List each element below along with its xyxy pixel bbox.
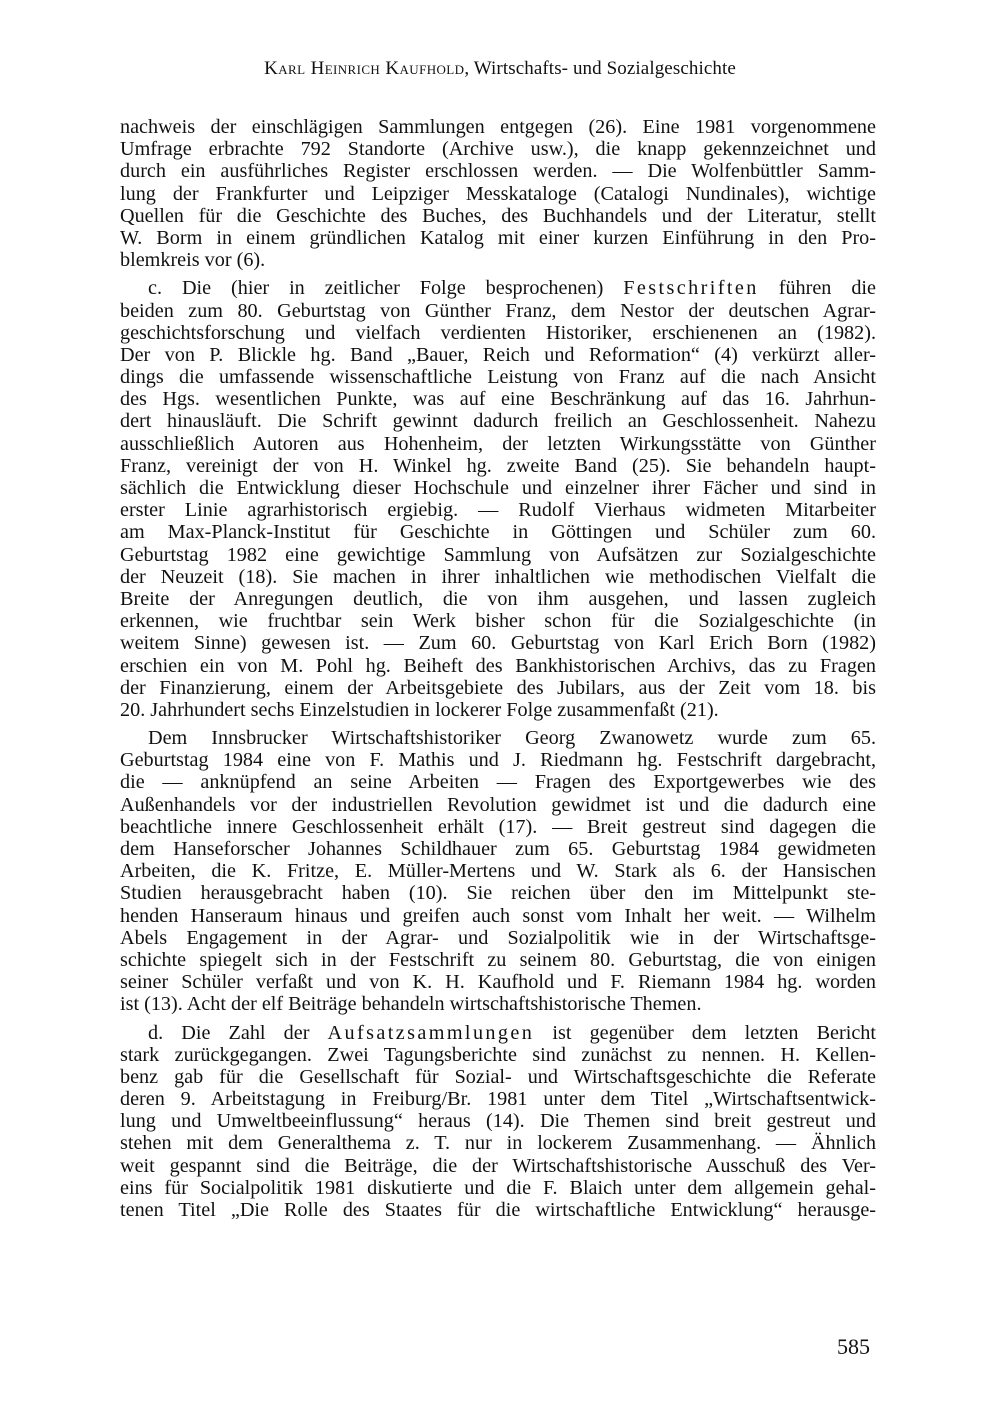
text-line: W. Borm in einem gründlichen Katalog mit einer kurzen Einführung in den Pro-: [120, 226, 876, 249]
paragraph-aufsatzsammlungen: [120, 1022, 876, 1222]
text-line: des Hgs. wesentlichen Punkte, was auf eine Beschränkung auf das 16. Jahrhun-: [120, 388, 876, 411]
paragraph-festschriften: [120, 277, 876, 721]
text-line: dert hinausläuft. Die Schrift gewinnt dadurch freilich an Geschlossenheit. Nahezu: [120, 410, 876, 433]
text-line: stark zurückgegangen. Zwei Tagungsberichte sind zunächst zu nennen. H. Kellen-: [120, 1043, 876, 1066]
emphasized-term: Festschriften: [623, 277, 759, 300]
text-run: d. Die Zahl der: [148, 1021, 328, 1044]
page-number: 585: [837, 1334, 870, 1359]
text-line: henden Hanseraum hinaus und greifen auch sonst vom Inhalt her weit. — Wilhelm: [120, 904, 876, 927]
text-line: erschien ein von M. Pohl hg. Beiheft des Bankhistorischen Archivs, das zu Fragen: [120, 654, 876, 677]
text-line: nachweis der einschlägigen Sammlungen entgegen (26). Eine 1981 vorgenommene: [120, 116, 876, 138]
text-line: erkennen, wie fruchtbar sein Werk bisher schon für die Sozialgeschichte (in: [120, 610, 876, 633]
text-line: Quellen für die Geschichte des Buches, des Buchhandels und der Literatur, stellt: [120, 204, 876, 227]
text-line: sächlich die Entwicklung dieser Hochschule und einzelner ihrer Fächer und sind in: [120, 477, 876, 499]
text-line: eins für Socialpolitik 1981 diskutierte und die F. Blaich unter dem allgemein gehal-: [120, 1176, 876, 1199]
text-line: erster Linie agrarhistorisch ergiebig. — Rudolf Vierhaus widmeten Mitarbeiter: [120, 499, 876, 522]
text-line: Abels Engagement in der Agrar- und Sozialpolitik wie in der Wirtschaftsge-: [120, 926, 876, 949]
text-line: ist (13). Acht der elf Beiträge behandeln wirtschaftshistorische Themen.: [120, 993, 702, 1016]
text-line: deren 9. Arbeitstagung in Freiburg/Br. 1981 unter dem Titel „Wirtschaftsentwick-: [120, 1088, 876, 1111]
text-line: durch ein ausführliches Register erschlossen werden. — Die Wolfenbüttler Samm-: [120, 160, 876, 183]
header-author: Karl Heinrich Kaufhold: [264, 58, 465, 79]
text-line: [120, 1022, 876, 1044]
text-line: Geburtstag 1982 eine gewichtige Sammlung von Aufsätzen zur Sozialgeschichte: [120, 543, 876, 566]
text-line: [120, 277, 876, 299]
text-line: Breite der Anregungen deutlich, die von ihm ausgehen, und lassen zugleich: [120, 587, 876, 610]
text-line: schichte spiegelt sich in der Festschrift zu seinem 80. Geburtstag, die von einigen: [120, 948, 876, 971]
text-line: benz gab für die Gesellschaft für Sozial- und Wirtschaftsgeschichte die Referate: [120, 1065, 876, 1088]
text-run: c. Die (hier in zeitlicher Folge besprochenen): [148, 277, 624, 300]
header-title: Wirtschafts- und Sozialgeschichte: [473, 58, 736, 79]
text-line: Geburtstag 1984 eine von F. Mathis und J. Riedmann hg. Festschrift dargebracht,: [120, 749, 876, 772]
text-run: ist gegenüber dem letzten Bericht: [534, 1021, 876, 1044]
running-header: [0, 58, 1000, 80]
text-line: dem Hanseforscher Johannes Schildhauer zum 65. Geburtstag 1984 gewidmeten: [120, 838, 876, 860]
paragraph: [120, 727, 876, 1015]
text-line: Studien herausgebracht haben (10). Sie reichen über den im Mittelpunkt ste-: [120, 882, 876, 905]
text-line: weitem Sinne) gewesen ist. — Zum 60. Geburtstag von Karl Erich Born (1982): [120, 632, 876, 655]
text-line: Franz, vereinigt der von H. Winkel hg. zweite Band (25). Sie behandeln haupt-: [120, 454, 876, 477]
text-line: Arbeiten, die K. Fritze, E. Müller-Mertens und W. Stark als 6. der Hansischen: [120, 860, 876, 883]
text-line: Dem Innsbrucker Wirtschaftshistoriker Georg Zwanowetz wurde zum 65.: [148, 727, 876, 750]
text-line: am Max-Planck-Institut für Geschichte in Göttingen und Schüler zum 60.: [120, 521, 876, 544]
text-line: blemkreis vor (6).: [120, 249, 266, 272]
text-line: dings die umfassende wissenschaftliche Leistung von Franz auf die nach Ansicht: [120, 366, 876, 389]
text-line: lung und Umweltbeeinflussung“ heraus (14). Die Themen sind breit gestreut und: [120, 1110, 876, 1133]
body-text: [120, 116, 876, 1221]
text-line: der Neuzeit (18). Sie machen in ihrer inhaltlichen wie methodischen Vielfalt die: [120, 565, 876, 588]
text-run: führen die: [758, 277, 876, 300]
text-line: geschichtsforschung und vielfach verdienten Historiker, erschienenen an (1982).: [120, 321, 876, 344]
text-line: Der von P. Blickle hg. Band „Bauer, Reich und Reformation“ (4) verkürzt aller-: [120, 343, 876, 366]
text-line: der Finanzierung, einem der Arbeitsgebiete des Jubilars, aus der Zeit vom 18. bis: [120, 676, 876, 699]
text-line: ausschließlich Autoren aus Hohenheim, der letzten Wirkungsstätte von Günther: [120, 432, 876, 455]
text-line: stehen mit dem Generalthema z. T. nur in lockerem Zusammenhang. — Ähnlich: [120, 1132, 876, 1155]
text-line: Außenhandels vor der industriellen Revolution gewidmet ist und die dadurch eine: [120, 793, 876, 816]
text-line: Umfrage erbrachte 792 Standorte (Archive usw.), die knapp gekennzeichnet und: [120, 138, 876, 161]
header-separator: ,: [464, 58, 474, 79]
text-line: 20. Jahrhundert sechs Einzelstudien in lockerer Folge zusammenfaßt (21).: [120, 698, 719, 721]
emphasized-term: Aufsatzsammlungen: [327, 1021, 535, 1044]
text-line: tenen Titel „Die Rolle des Staates für die wirtschaftliche Entwicklung“ herausge-: [120, 1199, 876, 1221]
text-line: seiner Schüler verfaßt und von K. H. Kaufhold und F. Riemann 1984 hg. worden: [120, 971, 876, 994]
paragraph: [120, 116, 876, 271]
text-line: beachtliche innere Geschlossenheit erhält (17). — Breit gestreut sind dagegen die: [120, 815, 876, 838]
text-line: weit gespannt sind die Beiträge, die der Wirtschaftshistorische Ausschuß des Ver-: [120, 1154, 876, 1177]
text-line: lung der Frankfurter und Leipziger Messkataloge (Catalogi Nundinales), wichtige: [120, 182, 876, 205]
text-line: beiden zum 80. Geburtstag von Günther Franz, dem Nestor der deutschen Agrar-: [120, 299, 876, 322]
text-line: die — anknüpfend an seine Arbeiten — Fragen des Exportgewerbes wie des: [120, 771, 876, 794]
